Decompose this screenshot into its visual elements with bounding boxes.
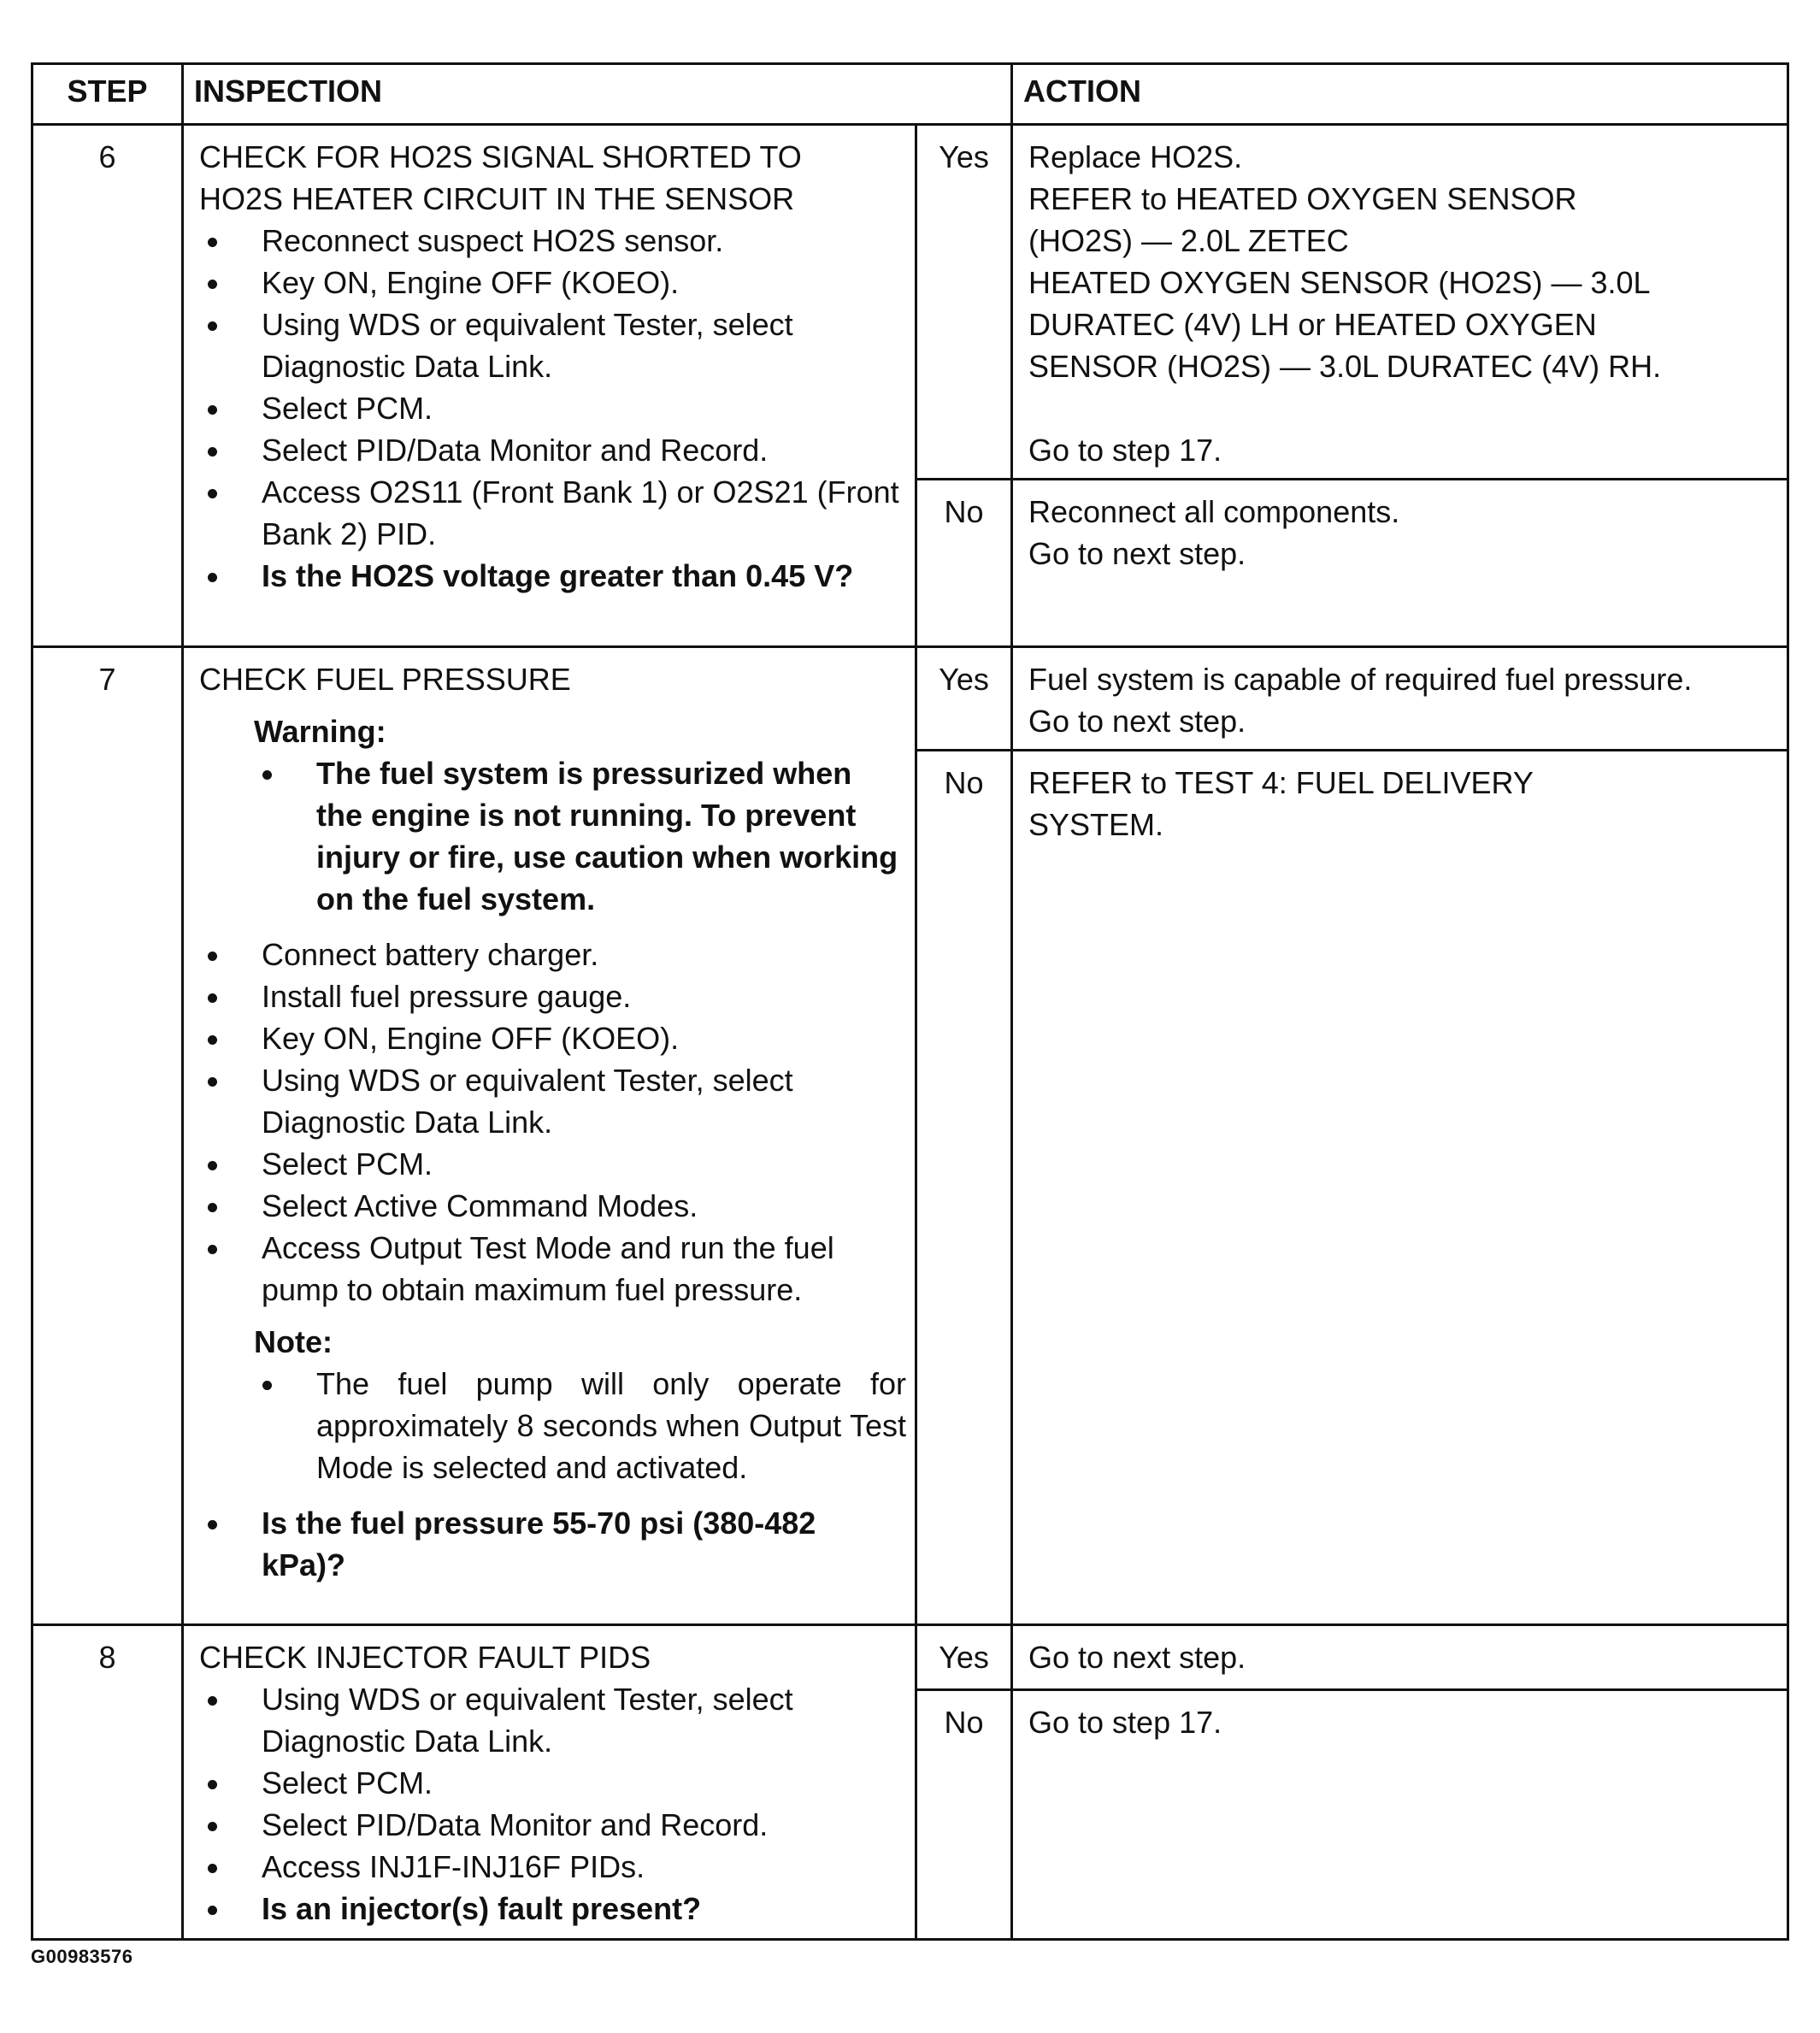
yes-label: Yes xyxy=(916,1625,1012,1690)
inspection-bullet: Reconnect suspect HO2S sensor. xyxy=(199,220,906,262)
inspection-bullet: Key ON, Engine OFF (KOEO). xyxy=(199,1017,906,1059)
inspection-bullet-list xyxy=(199,220,906,597)
inspection-bullet-list xyxy=(199,1678,906,1930)
step-7-inspection xyxy=(183,647,916,1625)
inspection-title-line: CHECK FOR HO2S SIGNAL SHORTED TO xyxy=(199,139,802,174)
action-line: Replace HO2S. xyxy=(1028,139,1243,174)
action-line: REFER to TEST 4: FUEL DELIVERY xyxy=(1028,765,1534,800)
action-header: ACTION xyxy=(1012,64,1788,125)
figure-id: G00983576 xyxy=(31,1946,133,1967)
warning-list xyxy=(254,752,906,920)
inspection-bullet-list xyxy=(199,934,906,1311)
step-8-yes-row xyxy=(32,1625,1788,1690)
no-label: No xyxy=(916,480,1012,647)
inspection-bullet: Select PCM. xyxy=(199,1762,906,1804)
inspection-bullet: Access INJ1F-INJ16F PIDs. xyxy=(199,1846,906,1888)
header-row xyxy=(32,64,1788,125)
inspection-bullet: Using WDS or equivalent Tester, select Diagnostic Data Link. xyxy=(199,303,906,387)
diagnostic-table-page xyxy=(31,62,1787,1941)
action-line: DURATEC (4V) LH or HEATED OXYGEN xyxy=(1028,307,1597,342)
inspection-bullet: Select PCM. xyxy=(199,1143,906,1185)
inspection-bullet: Access Output Test Mode and run the fuel pump to obtain maximum fuel pressure. xyxy=(199,1227,906,1311)
inspection-title-line: CHECK FUEL PRESSURE xyxy=(199,662,571,697)
inspection-bullet: Select PCM. xyxy=(199,387,906,429)
yes-label: Yes xyxy=(916,647,1012,751)
diagnostic-table xyxy=(31,62,1789,1941)
inspection-bullet: Select Active Command Modes. xyxy=(199,1185,906,1227)
inspection-question: Is the HO2S voltage greater than 0.45 V? xyxy=(199,555,906,597)
inspection-title-line: CHECK INJECTOR FAULT PIDS xyxy=(199,1640,651,1675)
action-line: SENSOR (HO2S) — 3.0L DURATEC (4V) RH. xyxy=(1028,349,1662,384)
inspection-question: Is an injector(s) fault present? xyxy=(199,1888,906,1930)
note-list xyxy=(254,1363,906,1488)
action-line: Go to next step. xyxy=(1028,536,1246,571)
step-6-yes-row xyxy=(32,125,1788,480)
no-action xyxy=(1012,480,1788,647)
yes-action xyxy=(1012,125,1788,480)
warning-text: The fuel system is pressurized when the engine is not running. To prevent injury or fire, use caution when working on the fuel system. xyxy=(254,752,906,920)
note-title: Note: xyxy=(254,1324,333,1359)
step-number: 8 xyxy=(32,1625,183,1940)
action-line: Go to next step. xyxy=(1028,1640,1246,1675)
action-goto: Go to step 17. xyxy=(1028,433,1222,468)
yes-action xyxy=(1012,1625,1788,1690)
inspection-question: Is the fuel pressure 55-70 psi (380-482 kPa)? xyxy=(199,1502,906,1586)
yes-label: Yes xyxy=(916,125,1012,480)
action-line: Reconnect all components. xyxy=(1028,494,1400,529)
step-header: STEP xyxy=(32,64,183,125)
step-number: 6 xyxy=(32,125,183,647)
warning-title: Warning: xyxy=(254,714,386,749)
action-line: HEATED OXYGEN SENSOR (HO2S) — 3.0L xyxy=(1028,265,1651,300)
yes-action xyxy=(1012,647,1788,751)
inspection-title-line: HO2S HEATER CIRCUIT IN THE SENSOR xyxy=(199,181,795,216)
action-line: (HO2S) — 2.0L ZETEC xyxy=(1028,223,1349,258)
no-action xyxy=(1012,751,1788,1625)
step-6-inspection xyxy=(183,125,916,647)
action-line: REFER to HEATED OXYGEN SENSOR xyxy=(1028,181,1577,216)
inspection-bullet: Access O2S11 (Front Bank 1) or O2S21 (Front Bank 2) PID. xyxy=(199,471,906,555)
inspection-bullet: Using WDS or equivalent Tester, select Diagnostic Data Link. xyxy=(199,1059,906,1143)
no-label: No xyxy=(916,751,1012,1625)
inspection-bullet: Install fuel pressure gauge. xyxy=(199,975,906,1017)
inspection-question-list xyxy=(199,1502,906,1586)
no-action xyxy=(1012,1690,1788,1940)
action-line: Fuel system is capable of required fuel pressure. xyxy=(1028,662,1693,697)
action-line: Go to next step. xyxy=(1028,704,1246,739)
inspection-bullet: Select PID/Data Monitor and Record. xyxy=(199,1804,906,1846)
note-text: The fuel pump will only operate for approximately 8 seconds when Output Test Mode is selected and activated. xyxy=(254,1363,906,1488)
no-label: No xyxy=(916,1690,1012,1940)
inspection-bullet: Connect battery charger. xyxy=(199,934,906,975)
step-number: 7 xyxy=(32,647,183,1625)
step-7-yes-row xyxy=(32,647,1788,751)
inspection-bullet: Select PID/Data Monitor and Record. xyxy=(199,429,906,471)
inspection-bullet: Key ON, Engine OFF (KOEO). xyxy=(199,262,906,303)
action-line: Go to step 17. xyxy=(1028,1705,1222,1741)
step-8-inspection xyxy=(183,1625,916,1940)
inspection-bullet: Using WDS or equivalent Tester, select Diagnostic Data Link. xyxy=(199,1678,906,1762)
inspection-header: INSPECTION xyxy=(183,64,1012,125)
action-line: SYSTEM. xyxy=(1028,807,1164,842)
